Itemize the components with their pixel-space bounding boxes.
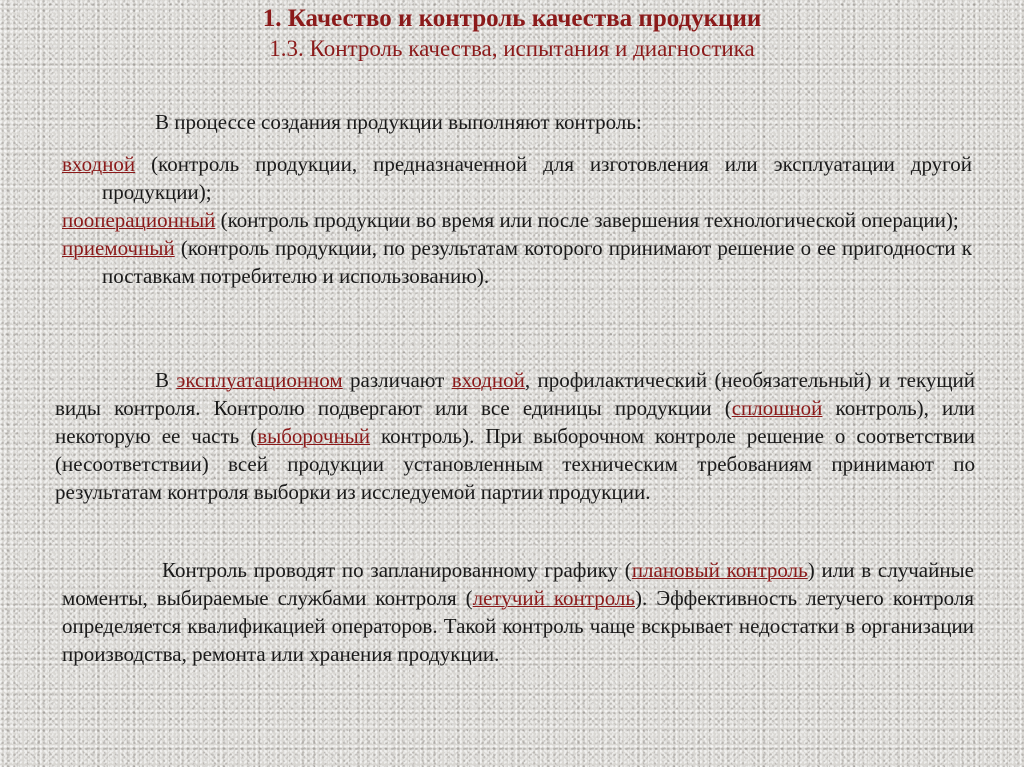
term-exploitation: эксплуатационном	[176, 368, 343, 392]
text-run: различают	[342, 368, 452, 392]
paragraph-scheduled-control	[62, 556, 974, 668]
term-continuous: сплошной	[731, 396, 823, 420]
term-operational: пооперационный	[62, 208, 216, 232]
term-acceptance: приемочный	[62, 236, 175, 260]
text-run: ) или в случайные моменты, выбираемые службами контроля (	[62, 558, 974, 610]
text-run: контроль), или некоторую ее часть (	[55, 396, 975, 448]
slide-title: 1. Качество и контроль качества продукции	[262, 5, 762, 32]
paragraph-operational-control	[55, 366, 975, 506]
text-run: контроль). При выборочном контроле решение о соответствии (несоответствии) всей продукции установленным техническим требованиям принимают по результатам контроля выборки из исследуемой партии продукции.	[55, 424, 975, 504]
term-flying-control: летучий контроль	[472, 586, 635, 610]
term-incoming: входной	[62, 152, 136, 176]
intro-text: В процессе создания продукции выполняют контроль:	[155, 110, 642, 134]
item-text: (контроль продукции, предназначенной для изготовления или эксплуатации другой продукции);	[102, 152, 972, 204]
list-item-operational	[62, 206, 972, 234]
text-run: Контроль проводят по запланированному графику (	[162, 558, 632, 582]
text-run: ). Эффективность летучего контроля определяется квалификацией операторов. Такой контроль чаще вскрывает недостатки в организации производства, ремонта или хранения продукции.	[62, 586, 974, 666]
text-run: , профилактический (необязательный) и текущий виды контроля. Контролю подвергают или все единицы продукции (	[55, 368, 975, 420]
item-text: (контроль продукции во время или после завершения технологической операции);	[215, 208, 959, 232]
list-item-acceptance	[62, 234, 972, 290]
slide-subtitle: 1.3. Контроль качества, испытания и диагностика	[269, 36, 755, 61]
term-planned-control: плановый контроль	[631, 558, 808, 582]
term-sampling: выборочный	[257, 424, 371, 448]
item-text: (контроль продукции, по результатам которого принимают решение о ее пригодности к поставкам потребителю и использованию).	[102, 236, 972, 288]
control-types-list	[62, 150, 972, 290]
list-item-incoming	[62, 150, 972, 206]
term-incoming-2: входной	[451, 368, 525, 392]
text-run: В	[155, 368, 177, 392]
